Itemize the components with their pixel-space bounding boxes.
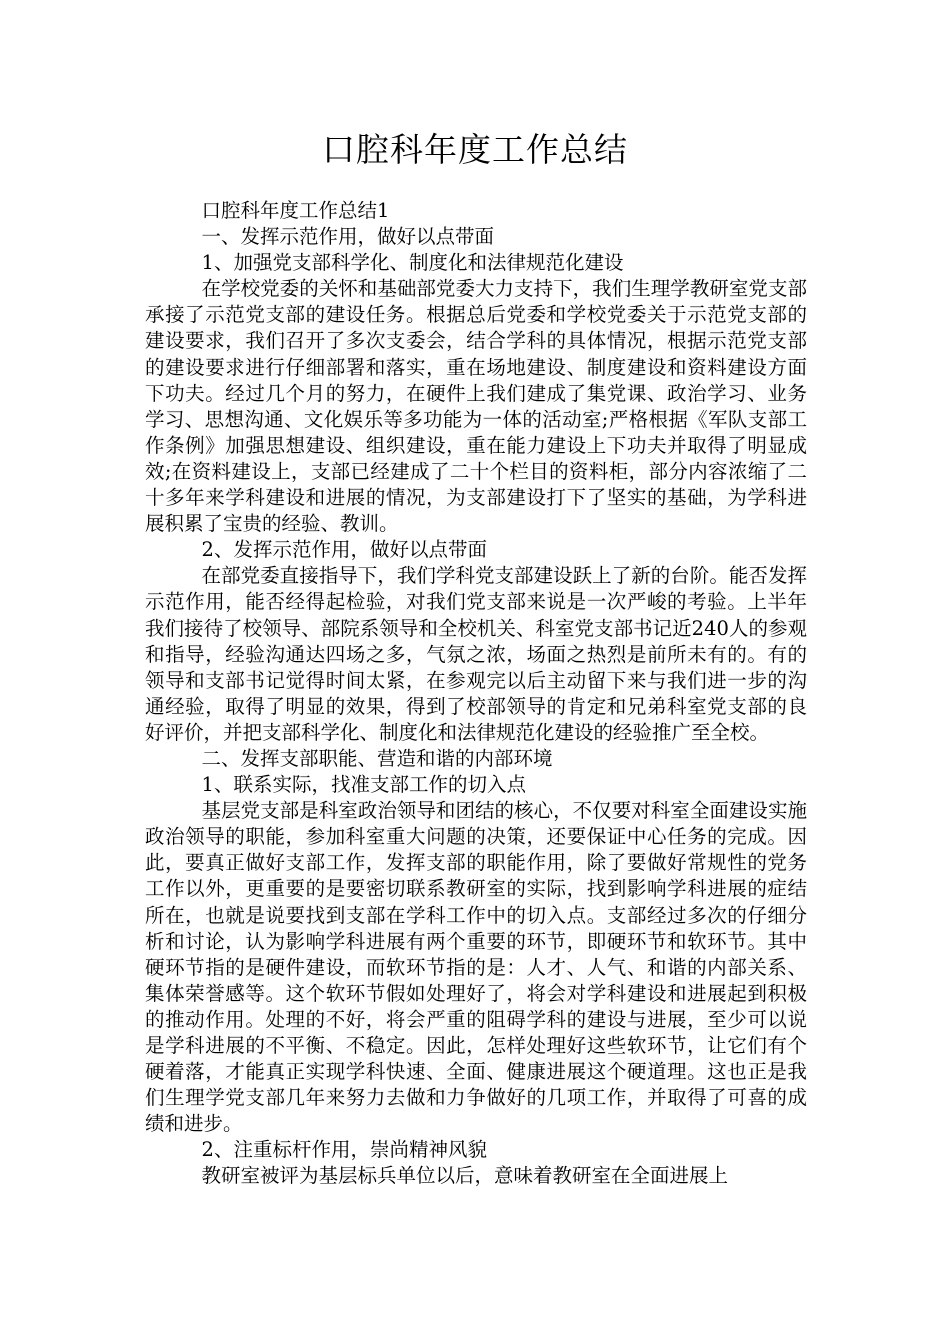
paragraph-subheading-2-1: 1、联系实际，找准支部工作的切入点 xyxy=(201,773,526,797)
paragraph-subheading-2-2: 2、注重标杆作用，崇尚精神风貌 xyxy=(201,1138,487,1162)
paragraph-body: 在部党委直接指导下，我们学科党支部建设跃上了新的台阶。能否发挥示范作用，能否经得起检验，对我们党支部来说是一次严峻的考验。上半年我们接待了校领导、部院系领导和全校机关、科室党支部书记近240人的参观和指导，经验沟通达四场之多，气氛之浓，场面之热烈是前所未有的。有的领导和支部书记觉得时间太紧，在参观完以后主动留下来与我们进一步的沟通经验，取得了明显的效果，得到了校部领导的肯定和兄弟科室党支部的良好评价，并把支部科学化、制度化和法律规范化建设的经验推广至全校。 xyxy=(145,564,807,744)
paragraph-heading-part-2: 二、发挥支部职能、营造和谐的内部环境 xyxy=(201,746,553,770)
paragraph-heading-section-1: 口腔科年度工作总结1 xyxy=(201,199,390,222)
paragraph-body: 教研室被评为基层标兵单位以后，意味着教研室在全面进展上 xyxy=(201,1164,729,1188)
paragraph-body: 基层党支部是科室政治领导和团结的核心，不仅要对科室全面建设实施政治领导的职能，参加科室重大问题的决策，还要保证中心任务的完成。因此，要真正做好支部工作，发挥支部的职能作用，除了要做好常规性的党务工作以外，更重要的是要密切联系教研室的实际，找到影响学科进展的症结所在，也就是说要找到支部在学科工作中的切入点。支部经过多次的仔细分析和讨论，认为影响学科进展有两个重要的环节，即硬环节和软环节。其中硬环节指的是硬件建设，而软环节指的是：人才、人气、和谐的内部关系、集体荣誉感等。这个软环节假如处理好了，将会对学科建设和进展起到积极的推动作用。处理的不好，将会严重的阻碍学科的建设与进展，至少可以说是学科进展的不平衡、不稳定。因此，怎样处理好这些软环节，让它们有个硬着落，才能真正实现学科快速、全面、健康进展这个硬道理。这也正是我们生理学党支部几年来努力去做和力争做好的几项工作，并取得了可喜的成绩和进步。 xyxy=(145,799,807,1136)
document-title: 口腔科年度工作总结 xyxy=(322,130,628,169)
paragraph-subheading-1-1: 1、加强党支部科学化、制度化和法律规范化建设 xyxy=(201,251,624,275)
paragraph-heading-part-1: 一、发挥示范作用，做好以点带面 xyxy=(201,225,495,249)
document-body xyxy=(145,198,807,1190)
paragraph-body: 在学校党委的关怀和基础部党委大力支持下，我们生理学教研室党支部承接了示范党支部的建设任务。根据总后党委和学校党委关于示范党支部的建设要求，我们召开了多次支委会，结合学科的具体情况，根据示范党支部的建设要求进行仔细部署和落实，重在场地建设、制度建设和资料建设方面下功夫。经过几个月的努力，在硬件上我们建成了集党课、政治学习、业务学习、思想沟通、文化娱乐等多功能为一体的活动室;严格根据《军队支部工作条例》加强思想建设、组织建设，重在能力建设上下功夫并取得了明显成效;在资料建设上，支部已经建成了二十个栏目的资料柜，部分内容浓缩了二十多年来学科建设和进展的情况，为支部建设打下了坚实的基础，为学科进展积累了宝贵的经验、教训。 xyxy=(145,277,807,536)
paragraph-subheading-1-2: 2、发挥示范作用，做好以点带面 xyxy=(201,538,487,562)
